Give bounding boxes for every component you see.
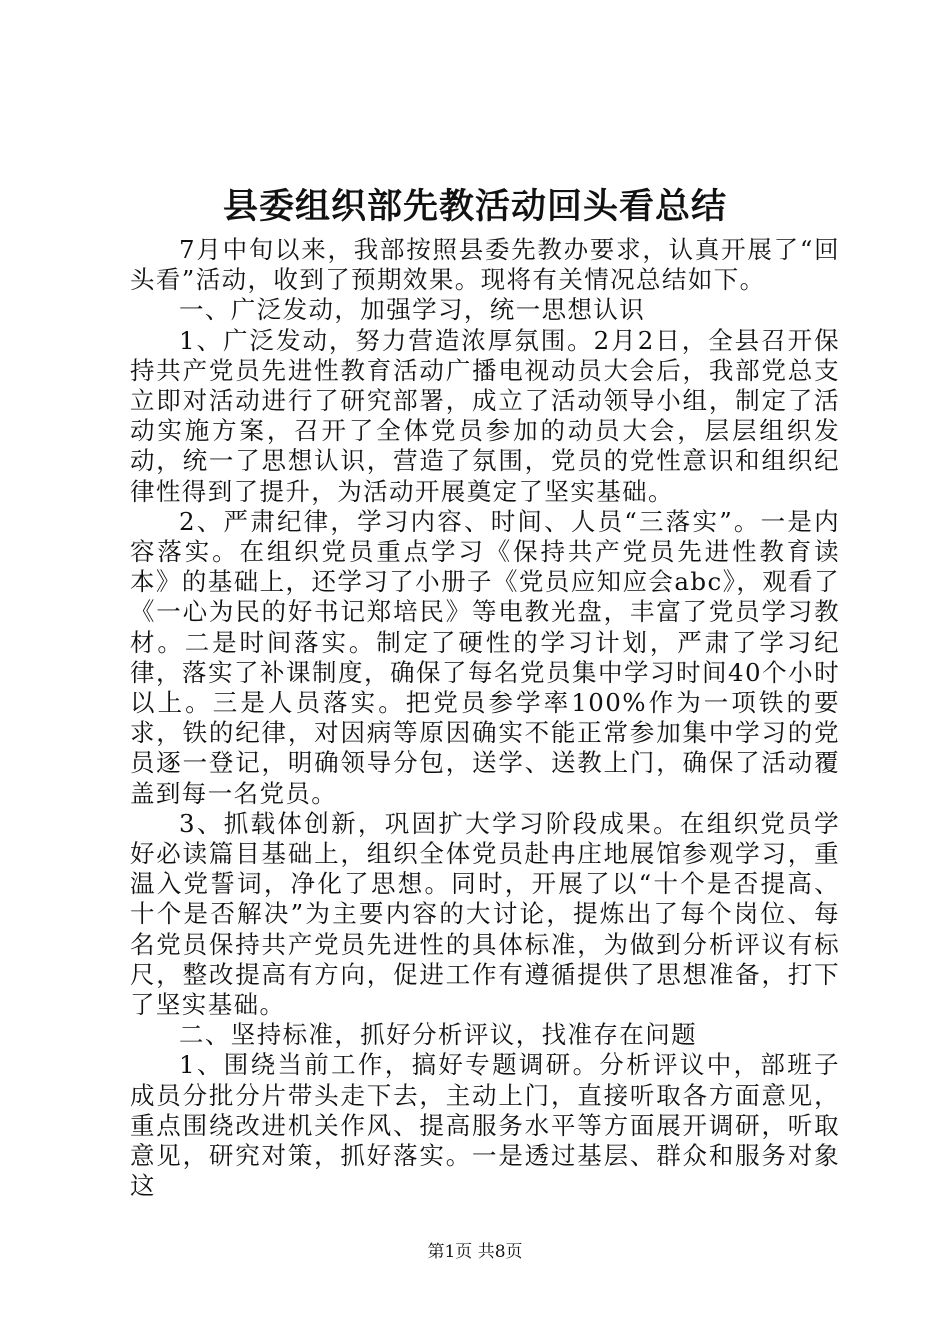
body-paragraph: 1、围绕当前工作，搞好专题调研。分析评议中，部班子成员分批分片带头走下去，主动上门，直接听取各方面意见，重点围绕改进机关作风、提高服务水平等方面展开调研，听取意见，研究对策，抓好落实。一是透过基层、群众和服务对象这 — [130, 1050, 840, 1201]
document-title: 县委组织部先教活动回头看总结 — [222, 186, 727, 227]
section-heading-1: 一、广泛发动，加强学习，统一思想认识 — [179, 295, 646, 325]
body-paragraph: 1、广泛发动，努力营造浓厚氛围。2月2日，全县召开保持共产党员先进性教育活动广播电视动员大会后，我部党总支立即对活动进行了研究部署，成立了活动领导小组，制定了活动实施方案，召开了全体党员参加的动员大会，层层组织发动，统一了思想认识，营造了氛围，党员的党性意识和组织纪律性得到了提升，为活动开展奠定了坚实基础。 — [130, 325, 840, 506]
document-body — [130, 235, 840, 1202]
body-paragraph: 2、严肃纪律，学习内容、时间、人员“三落实”。一是内容落实。在组织党员重点学习《保持共产党员先进性教育读本》的基础上，还学习了小册子《党员应知应会abc》，观看了《一心为民的好书记郑培民》等电教光盘，丰富了党员学习教材。二是时间落实。制定了硬性的学习计划，严肃了学习纪律，落实了补课制度，确保了每名党员集中学习时间40个小时以上。三是人员落实。把党员参学率100%作为一项铁的要求，铁的纪律，对因病等原因确实不能正常参加集中学习的党员逐一登记，明确领导分包，送学、送教上门，确保了活动覆盖到每一名党员。 — [130, 506, 840, 808]
intro-paragraph: 7月中旬以来，我部按照县委先教办要求，认真开展了“回头看”活动，收到了预期效果。现将有关情况总结如下。 — [130, 235, 840, 295]
page-number-footer: 第1页 共8页 — [427, 1242, 523, 1262]
body-paragraph: 3、抓载体创新，巩固扩大学习阶段成果。在组织党员学好必读篇目基础上，组织全体党员赴冉庄地展馆参观学习，重温入党誓词，净化了思想。同时，开展了以“十个是否提高、十个是否解决”为主要内容的大讨论，提炼出了每个岗位、每名党员保持共产党员先进性的具体标准，为做到分析评议有标尺，整改提高有方向，促进工作有遵循提供了思想准备，打下了坚实基础。 — [130, 808, 840, 1020]
section-heading-2: 二、坚持标准，抓好分析评议，找准存在问题 — [179, 1020, 697, 1050]
